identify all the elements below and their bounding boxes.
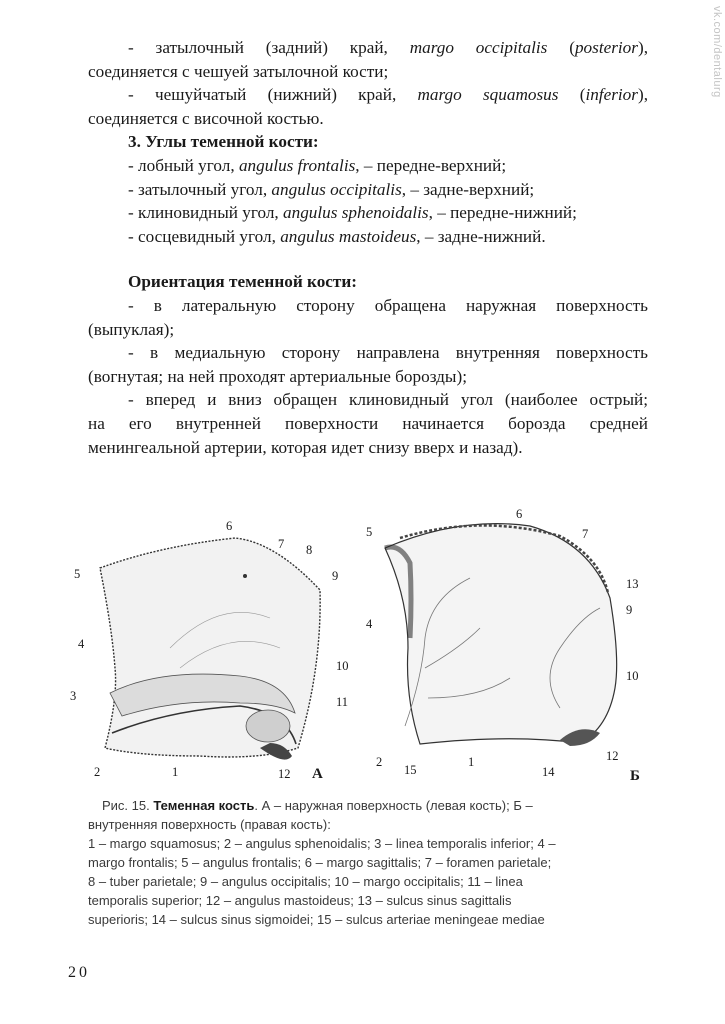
figure-label: 6 xyxy=(226,519,233,533)
body-text xyxy=(88,36,648,459)
text-line: - затылочный угол, angulus occipitalis, – задне-верхний; xyxy=(128,179,535,199)
figure-label: 3 xyxy=(70,689,77,703)
figure-label: 11 xyxy=(336,695,349,709)
panel-a-illustration xyxy=(100,538,320,760)
caption-line: 1 – margo squamosus; 2 – angulus sphenoidalis; 3 – linea temporalis inferior; 4 – xyxy=(88,836,556,851)
figure-label: 1 xyxy=(172,765,179,779)
figure-label: 13 xyxy=(626,577,639,591)
section-heading: Ориентация теменной кости: xyxy=(128,272,357,292)
caption-line: temporalis superior; 12 – angulus mastoideus; 13 – sulcus sinus sagittalis xyxy=(88,893,512,908)
figure-label: 5 xyxy=(366,525,373,539)
text-line: соединяется с чешуей затылочной кости; xyxy=(88,61,389,81)
text-line: (вогнутая; на ней проходят артериальные борозды); xyxy=(88,366,467,386)
figure-label: 12 xyxy=(278,767,291,781)
text-line: - чешуйчатый (нижний) край, margo squamosus (inferior), xyxy=(128,85,648,105)
page-number: 20 xyxy=(68,964,90,981)
caption-line: Рис. 15. Теменная кость. А – наружная поверхность (левая кость); Б – xyxy=(102,798,533,813)
text-line: - клиновидный угол, angulus sphenoidalis, – передне-нижний; xyxy=(128,203,577,223)
panel-label-b: Б xyxy=(630,768,640,784)
caption-line: внутренняя поверхность (правая кость): xyxy=(88,817,331,832)
figure-label: 15 xyxy=(404,763,417,777)
figure-label: 12 xyxy=(606,749,619,763)
figure-label: 5 xyxy=(74,567,81,581)
figure-label: 10 xyxy=(626,669,639,683)
caption-line: superioris; 14 – sulcus sinus sigmoidei; 15 – sulcus arteriae meningeae mediae xyxy=(88,912,545,927)
text-line: - затылочный (задний) край, margo occipitalis (posterior), xyxy=(128,38,648,57)
text-line: менингеальной артерии, которая идет снизу вверх и назад). xyxy=(88,437,523,457)
figure-label: 2 xyxy=(376,755,383,769)
section-heading: 3. Углы теменной кости: xyxy=(128,132,319,152)
figure-label: 7 xyxy=(278,537,285,551)
figure-label: 14 xyxy=(542,765,555,779)
figure-label: 4 xyxy=(366,617,373,631)
caption-line: 8 – tuber parietale; 9 – angulus occipitalis; 10 – margo occipitalis; 11 – linea xyxy=(88,874,523,889)
panel-b-illustration xyxy=(385,524,617,746)
text-line: соединяется с височной костью. xyxy=(88,108,324,128)
figure-label: 1 xyxy=(468,755,475,769)
text-line: - в медиальную сторону направлена внутренняя поверхность xyxy=(128,343,648,363)
figure-label: 8 xyxy=(306,543,313,557)
figure-label: 9 xyxy=(626,603,633,617)
panel-label-a: А xyxy=(312,766,323,782)
caption-line: margo frontalis; 5 – angulus frontalis; 6 – margo sagittalis; 7 – foramen parietale; xyxy=(88,855,552,870)
watermark: vk.com/dentalurg xyxy=(711,6,723,98)
figure-label: 9 xyxy=(332,569,339,583)
figure-label: 2 xyxy=(94,765,101,779)
text-line: - лобный угол, angulus frontalis, – передне-верхний; xyxy=(128,155,507,175)
text-line: - сосцевидный угол, angulus mastoideus, – задне-нижний. xyxy=(128,226,546,246)
figure-label: 6 xyxy=(516,507,523,521)
figure-label: 10 xyxy=(336,659,349,673)
text-line: - в латеральную сторону обращена наружная поверхность xyxy=(128,295,648,315)
parietal-bone-figure xyxy=(60,498,670,798)
text-line: на его внутренней поверхности начинается борозда средней xyxy=(88,413,648,433)
text-line: - вперед и вниз обращен клиновидный угол (наиболее острый; xyxy=(128,390,648,410)
figure-label: 4 xyxy=(78,637,85,651)
text-line: (выпуклая); xyxy=(88,319,175,339)
figure-label: 7 xyxy=(582,527,589,541)
figure-caption xyxy=(88,796,646,929)
